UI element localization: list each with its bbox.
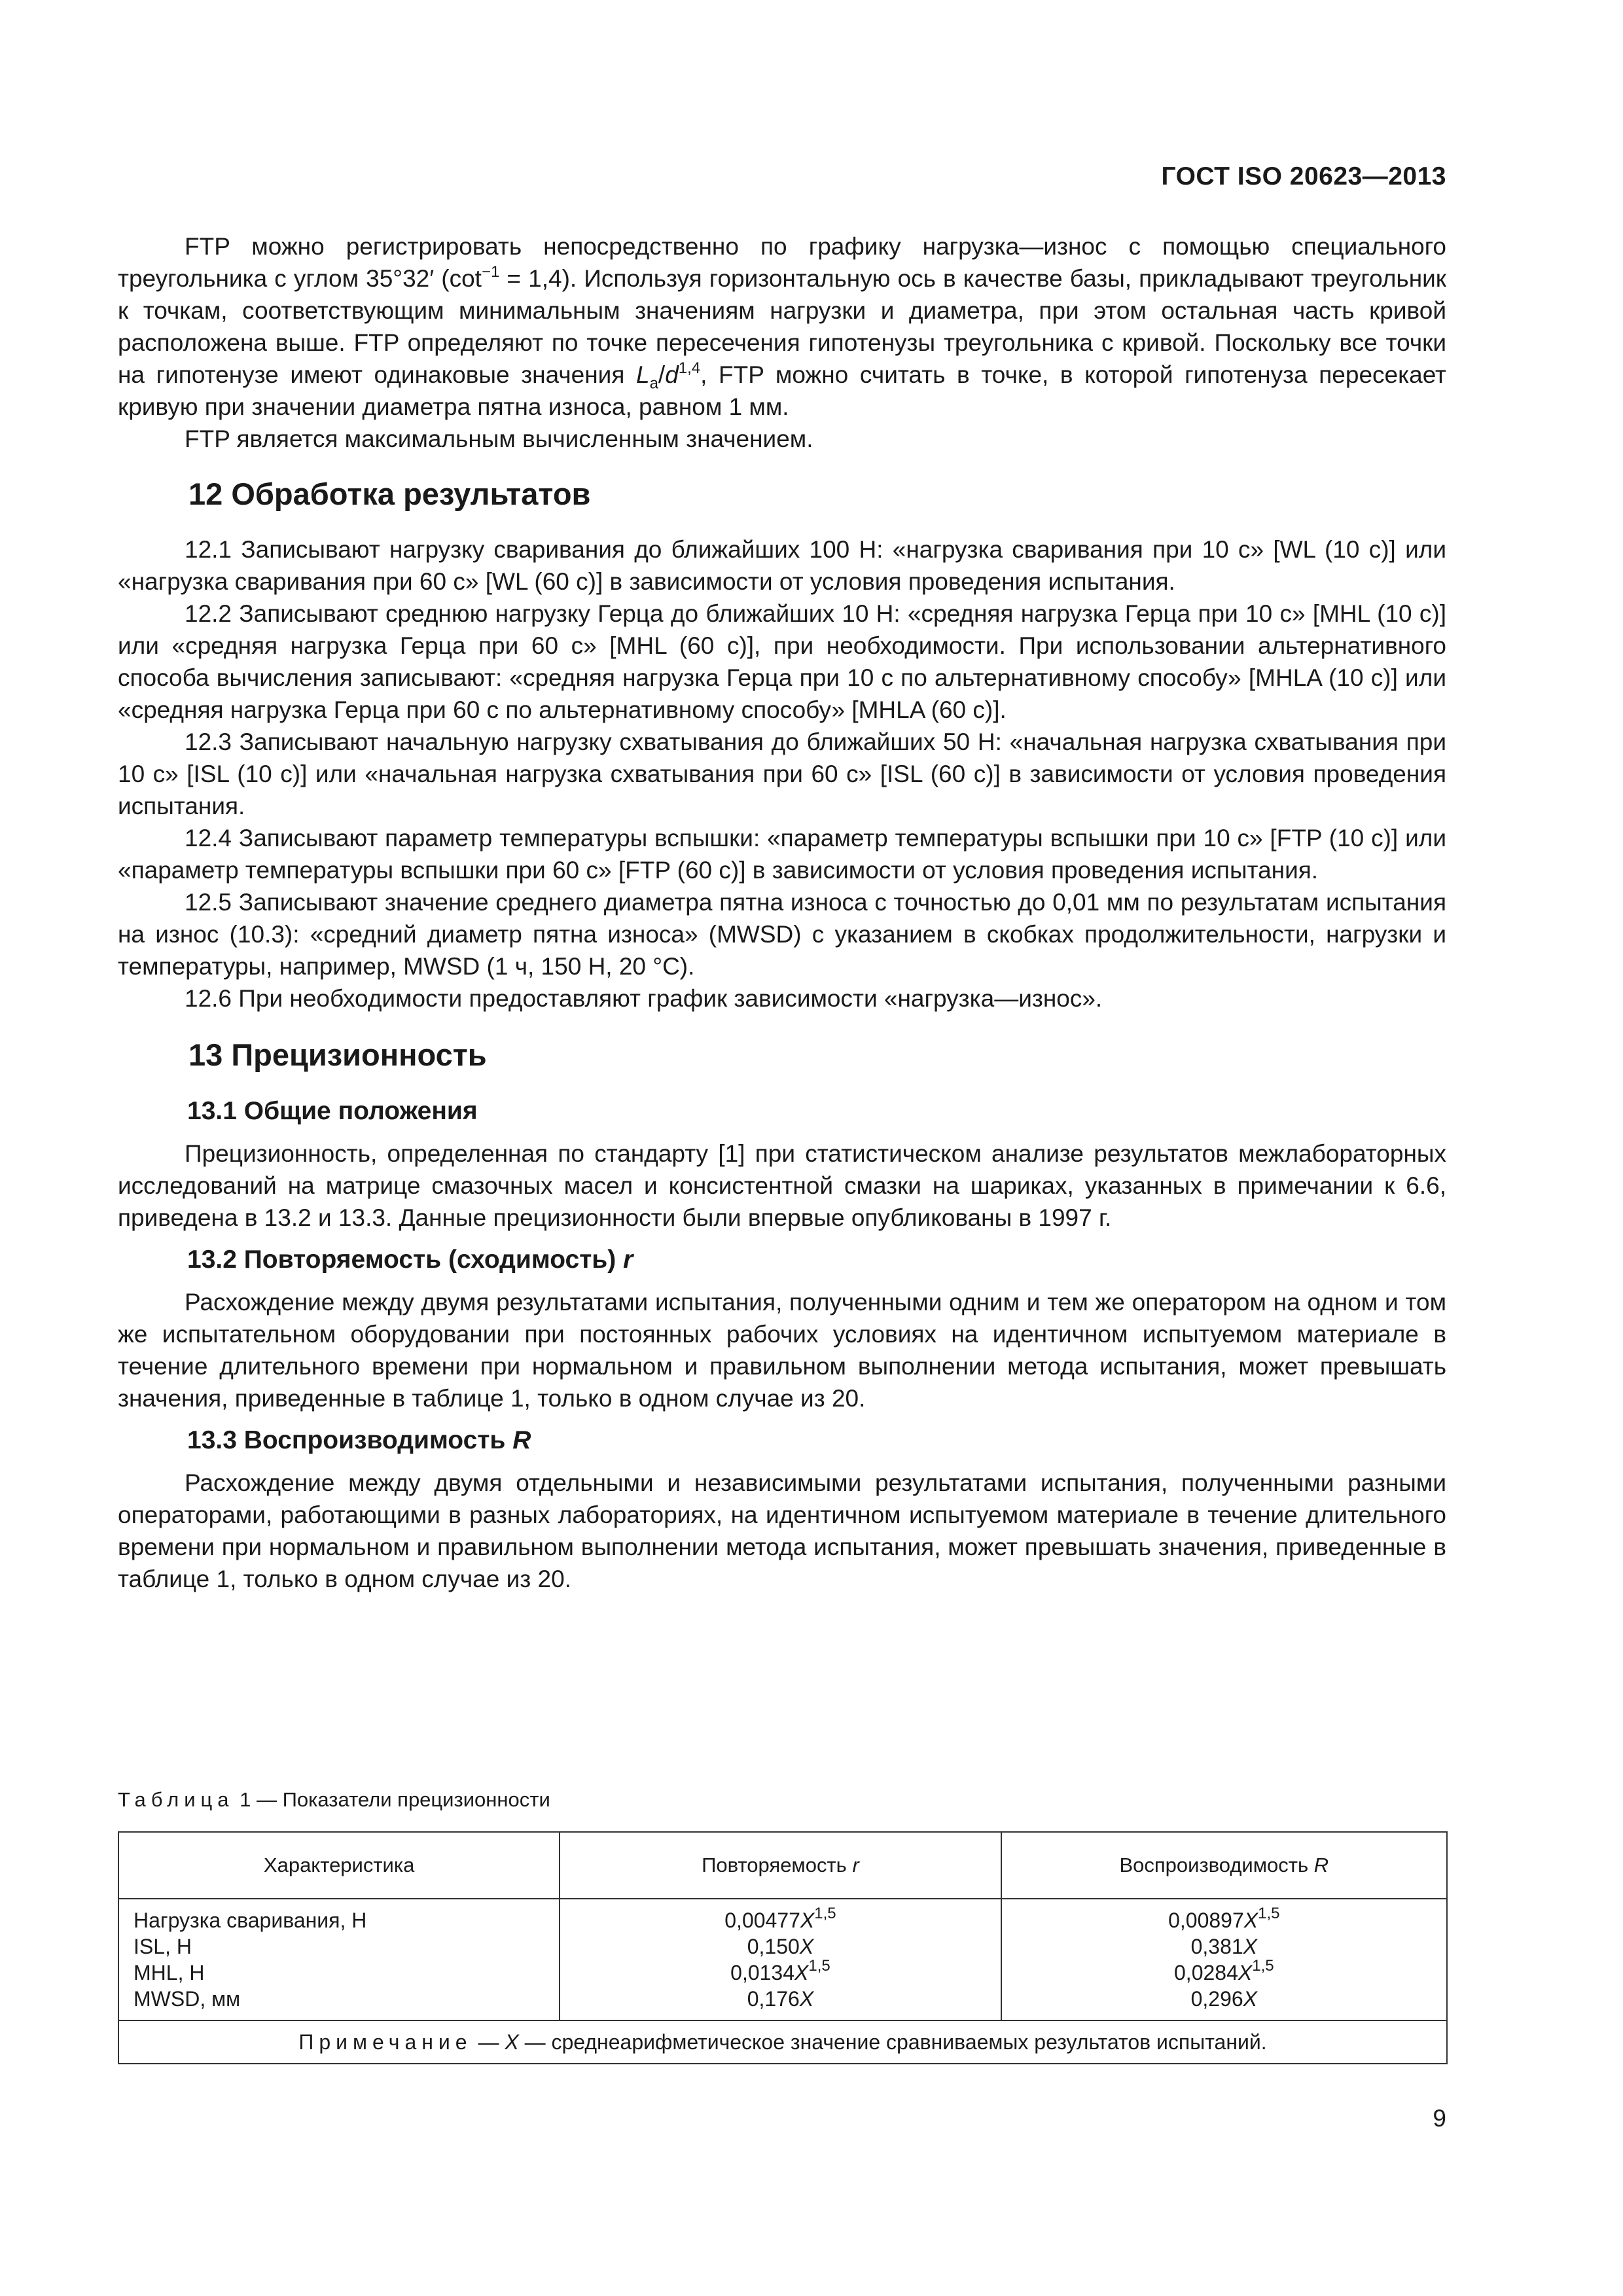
page-number: 9 xyxy=(1433,2105,1446,2132)
section-13-heading: 13 Прецизионность xyxy=(188,1037,487,1072)
repeatability-value: $0,0134X^{1,5}$ xyxy=(730,1957,830,1984)
reproducibility-value: $0,00897X^{1,5}$ xyxy=(1168,1905,1280,1932)
subsection-13-1-heading: 13.1 Общие положения xyxy=(187,1097,478,1125)
section-12-heading: 12 Обработка результатов xyxy=(188,476,591,511)
clause-12-1: 12.1 Записывают нагрузку сваривания до ближайших 100 Н: «нагрузка сваривания при 10 с» [WL (10 с)] или «нагрузка сваривания при 60 с» [WL (60 с)] в зависимости от условия проведения испытания. xyxy=(118,536,1446,595)
subsection-13-2-heading: 13.2 Повторяемость (сходимость) r xyxy=(187,1246,633,1274)
document-code-header: ГОСТ ISO 20623—2013 xyxy=(1161,162,1446,190)
table-row-name: MHL, Н xyxy=(134,1961,205,1984)
table-caption: Таблица 1 — Показатели прецизионности xyxy=(118,1788,550,1811)
reproducibility-value: 0,296X xyxy=(1190,1987,1257,2011)
table-note-row xyxy=(118,2020,1447,2064)
clause-12-3: 12.3 Записывают начальную нагрузку схватывания до ближайших 50 Н: «начальная нагрузка схватывания при 10 с» [ISL (10 с)] или «начальная нагрузка схватывания при 60 с» [ISL (60 с)] в зависимости от условия проведения испытания. xyxy=(118,728,1446,819)
table-body-row xyxy=(118,1899,1447,2020)
clause-12-2: 12.2 Записывают среднюю нагрузку Герца до ближайших 10 Н: «средняя нагрузка Герца при 10 с» [MHL (10 с)] или «средняя нагрузка Герца при 60 с» [MHL (60 с)], при необходимости. При использовании альтернативного способа вычисления записывают: «средняя нагрузка Герца при 10 с по альтернативному способу» [MHLA (10 с)] или «средняя нагрузка Герца при 60 с по альтернативному способу» [MHLA (60 с)]. xyxy=(118,600,1446,723)
repeatability-value: 0,150X xyxy=(747,1935,814,1958)
clause-12-6: 12.6 При необходимости предоставляют график зависимости «нагрузка—износ». xyxy=(185,985,1103,1012)
clause-12-5: 12.5 Записывают значение среднего диаметра пятна износа с точностью до 0,01 мм по результатам испытания на износ (10.3): «средний диаметр пятна износа» (MWSD) с указанием в скобках продолжительности, нагрузки и температуры, например, MWSD (1 ч, 150 Н, 20 °С). xyxy=(118,889,1446,980)
characteristic-cell xyxy=(118,1899,560,2020)
subsection-13-1-text: Прецизионность, определенная по стандарту [1] при статистическом анализе результатов межлабораторных исследований на матрице смазочных масел и консистентной смазки на шариках, указанных в примечании к 6.6, приведена в 13.2 и 13.3. Данные прецизионности были впервые опубликованы в 1997 г. xyxy=(118,1140,1446,1231)
subsection-13-2-text: Расхождение между двумя результатами испытания, полученными одним и тем же оператором на одном и том же испытательном оборудовании при постоянных рабочих условиях на идентичном испытуемом материале в течение длительного времени при нормальном и правильном выполнении метода испытания, может превышать значения, приведенные в таблице 1, только в одном случае из 20. xyxy=(118,1289,1446,1412)
table-row-name: ISL, Н xyxy=(134,1935,192,1958)
table-row-name: MWSD, мм xyxy=(134,1987,241,2011)
header-characteristic: Характеристика xyxy=(118,1832,560,1899)
header-reproducibility: Воспроизводимость R xyxy=(1001,1832,1447,1899)
reproducibility-value: 0,381X xyxy=(1190,1935,1257,1958)
clause-12-4: 12.4 Записывают параметр температуры вспышки: «параметр температуры вспышки при 10 с» [FTP (10 с)] или «параметр температуры вспышки при 60 с» [FTP (60 с)] в зависимости от условия проведения испытания. xyxy=(118,825,1446,884)
subsection-13-3-text: Расхождение между двумя отдельными и независимыми результатами испытания, полученными разными операторами, работающими в разных лабораториях, на идентичном испытуемом материале в течение длительного времени при нормальном и правильном выполнении метода испытания, может превышать значения, приведенные в таблице 1, только в одном случае из 20. xyxy=(118,1469,1446,1592)
header-repeatability: Повторяемость r xyxy=(560,1832,1001,1899)
intro-paragraph-2: FTP является максимальным вычисленным значением. xyxy=(185,425,813,452)
precision-table xyxy=(118,1831,1448,2064)
main-content xyxy=(118,230,1446,1595)
reproducibility-cell xyxy=(1001,1899,1447,2020)
table-header-row xyxy=(118,1832,1447,1899)
table-row-name: Нагрузка сваривания, Н xyxy=(134,1909,367,1932)
reproducibility-value: $0,0284X^{1,5}$ xyxy=(1174,1957,1274,1984)
subsection-13-3-heading: 13.3 Воспроизводимость R xyxy=(187,1426,531,1454)
repeatability-value: $0,00477X^{1,5}$ xyxy=(724,1905,836,1932)
repeatability-cell xyxy=(560,1899,1001,2020)
repeatability-value: 0,176X xyxy=(747,1987,814,2011)
intro-paragraph: FTP можно регистрировать непосредственно по графику нагрузка—износ с помощью специального треугольника с углом 35°32′ $(\cot^{-1} = 1,4)$. Используя горизонтальную ось в качестве базы, прикладывают треугольник к точкам, соответствующим минимальным значениям нагрузки и диаметра, при этом остальная часть кривой расположена выше. FTP определяют по точке пересечения гипотенузы треугольника с кривой. Поскольку все точки на гипотенузе имеют одинаковые значения $L_a/d^{1,4}$, FTP можно считать в точке, в которой гипотенуза пересекает кривую при значении диаметра пятна износа, равном 1 мм. xyxy=(118,233,1446,420)
table-note: Примечание — X — среднеарифметическое значение сравниваемых результатов испытаний. xyxy=(118,2020,1447,2064)
